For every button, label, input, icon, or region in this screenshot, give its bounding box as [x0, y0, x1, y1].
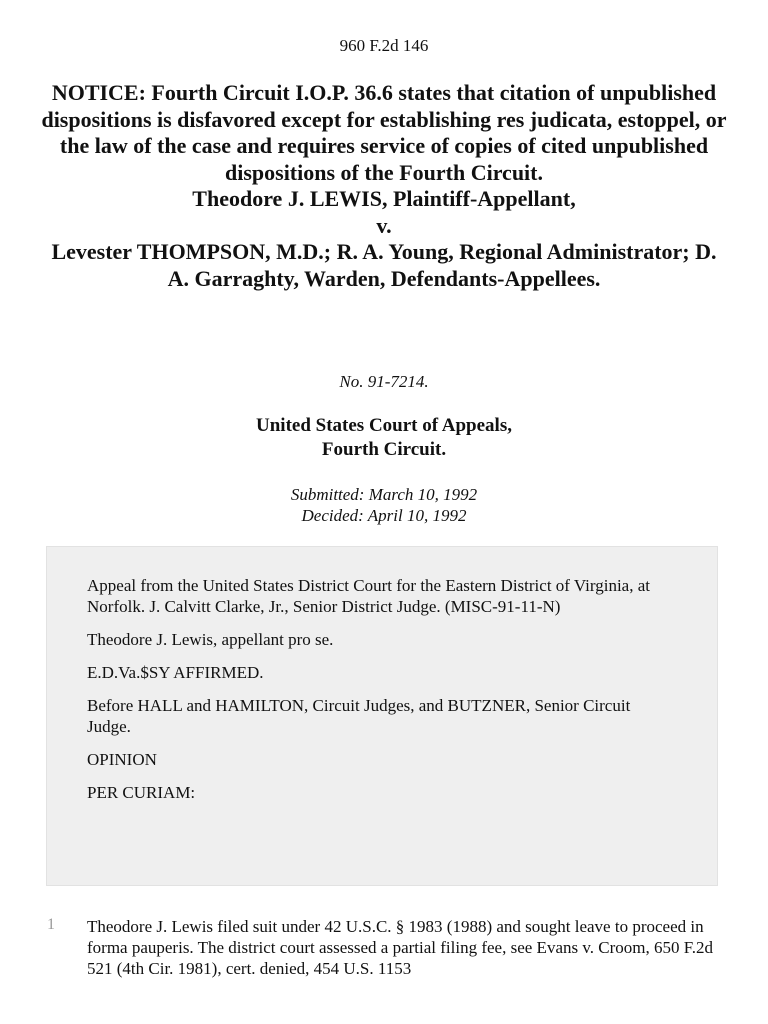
- disposition-text: E.D.Va.$SY AFFIRMED.: [87, 663, 264, 682]
- decision-dates: [0, 484, 768, 526]
- court-name: [0, 414, 768, 462]
- case-caption: [40, 80, 728, 292]
- docket-number: No. 91-7214.: [339, 372, 429, 391]
- defendants-line: Levester THOMPSON, M.D.; R. A. Young, Regional Administrator; D. A. Garraghty, Warden, Defendants-Appellees.: [51, 239, 717, 291]
- per-curiam-heading: PER CURIAM:: [87, 783, 196, 802]
- opinion-heading: OPINION: [87, 750, 157, 769]
- court-name-line-2: Fourth Circuit.: [321, 439, 447, 460]
- decided-date: Decided: April 10, 1992: [301, 506, 467, 525]
- panel-text: Before HALL and HAMILTON, Circuit Judges, and BUTZNER, Senior Circuit Judge.: [87, 696, 631, 736]
- court-name-line-1: United States Court of Appeals,: [256, 415, 512, 436]
- notice-text: NOTICE: Fourth Circuit I.O.P. 36.6 states that citation of unpublished dispositions is disfavored except for establishing res judicata, estoppel, or the law of the case and requires service of copies of cited unpublished dispositions of the Fourth Circuit.: [41, 80, 727, 185]
- counsel-text: Theodore J. Lewis, appellant pro se.: [87, 630, 334, 649]
- versus-line: v.: [376, 212, 392, 238]
- appeal-from-text: Appeal from the United States District Court for the Eastern District of Virginia, at Norfolk. J. Calvitt Clarke, Jr., Senior District Judge. (MISC-91-11-N): [87, 576, 651, 616]
- submitted-date: Submitted: March 10, 1992: [290, 485, 478, 504]
- plaintiff-line: Theodore J. LEWIS, Plaintiff-Appellant,: [192, 186, 576, 211]
- paragraph-number: 1: [47, 916, 55, 933]
- case-summary-box: [46, 546, 718, 886]
- paragraph-text: Theodore J. Lewis filed suit under 42 U.S.C. § 1983 (1988) and sought leave to proceed in forma pauperis. The district court assessed a partial filing fee, see Evans v. Croom, 650 F.2d 521 (4th Cir. 1981), cert. denied, 454 U.S. 1153: [87, 917, 714, 978]
- reporter-citation: 960 F.2d 146: [339, 36, 429, 55]
